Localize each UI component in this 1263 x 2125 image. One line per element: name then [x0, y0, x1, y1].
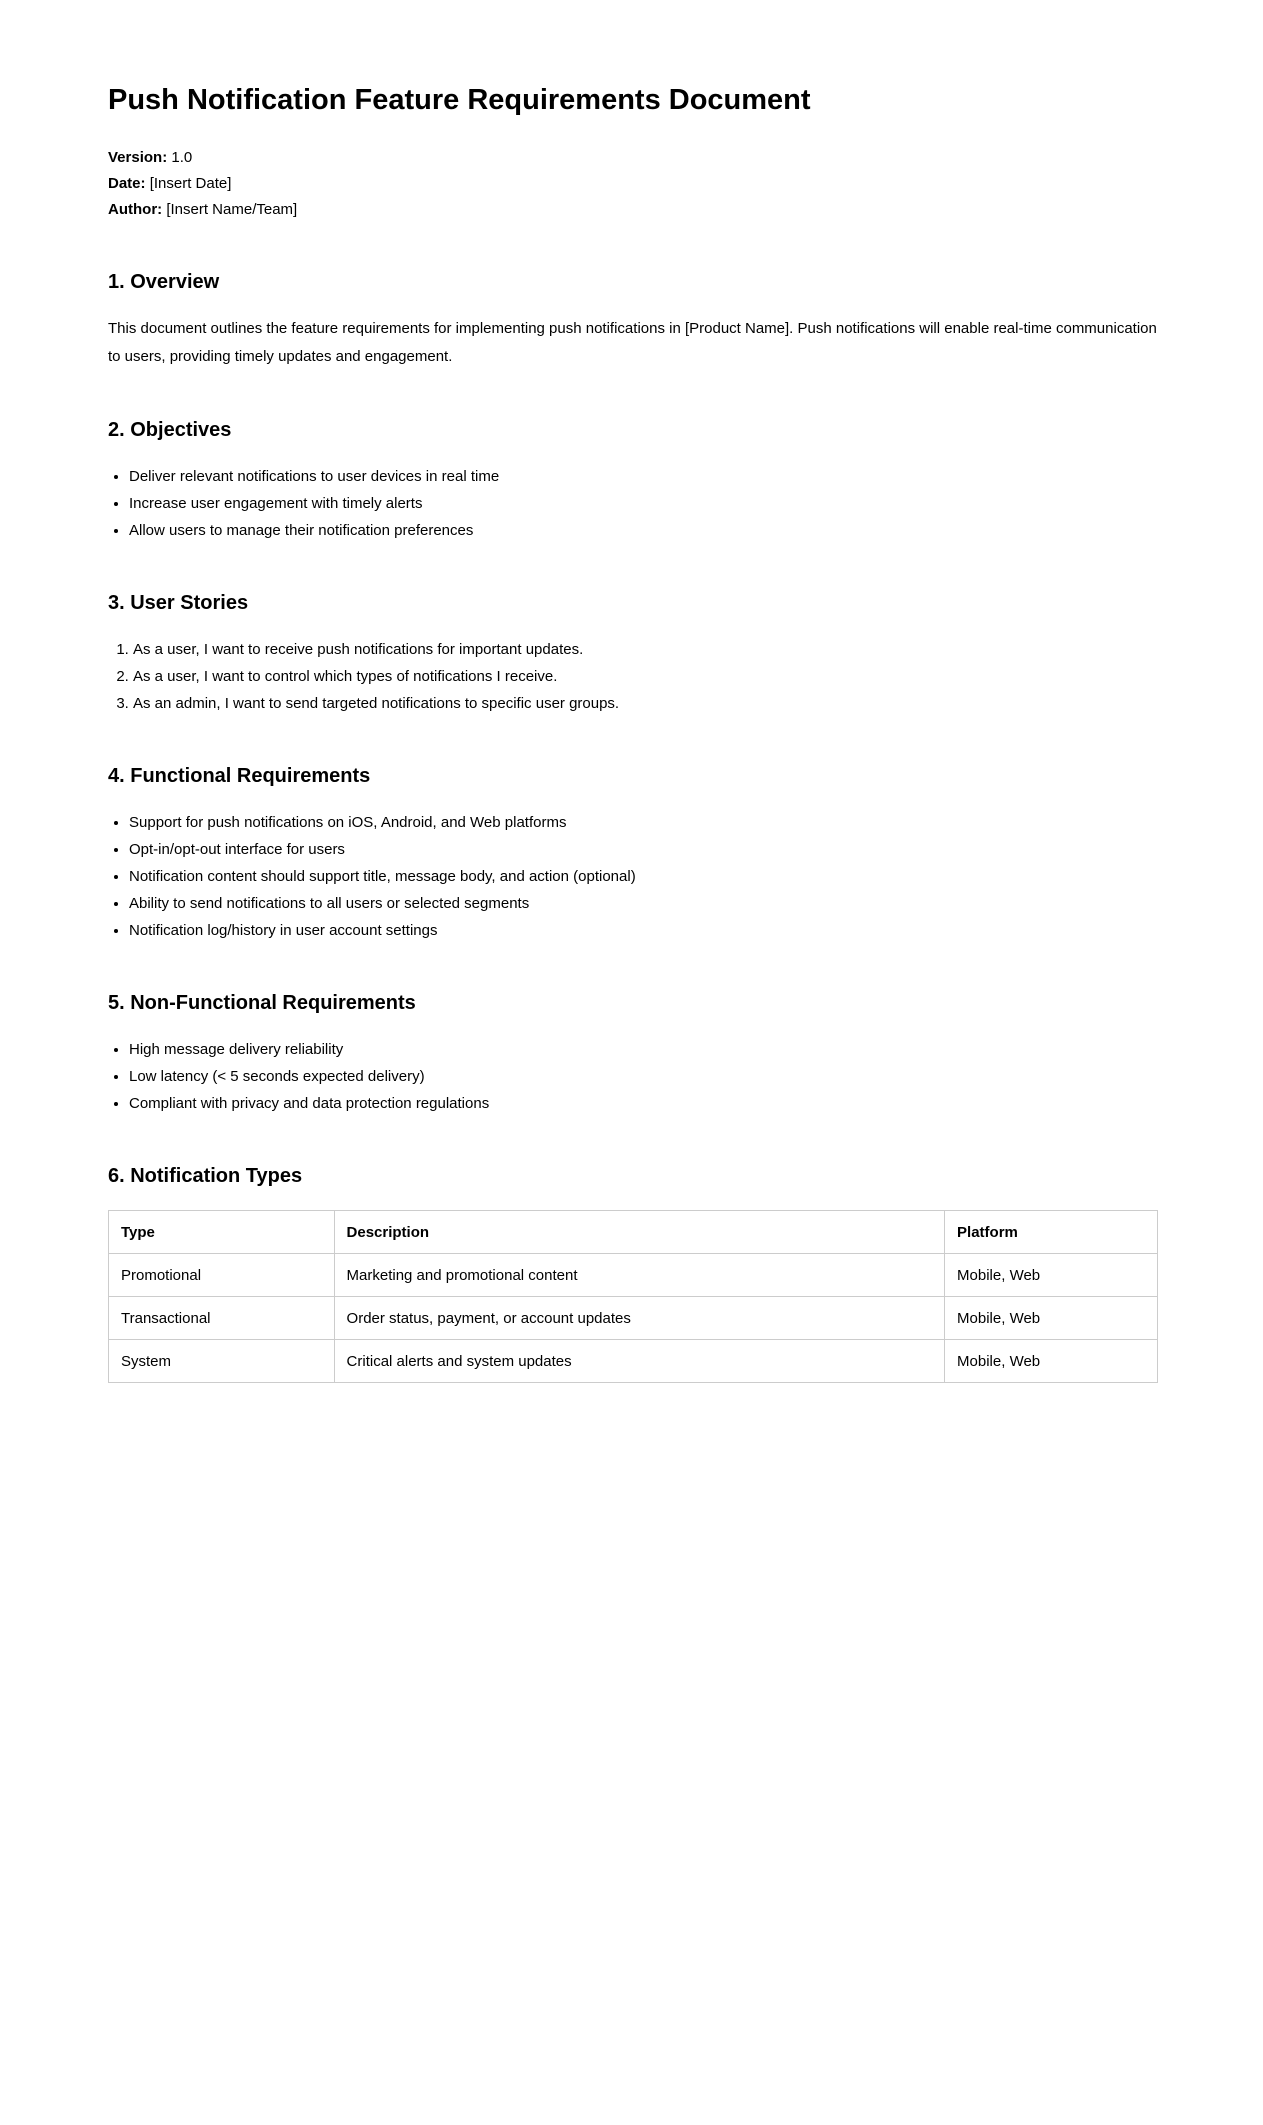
- notification-types-table: [108, 1210, 1158, 1383]
- user-stories-list: [108, 636, 1158, 717]
- meta-version: [108, 145, 1158, 171]
- list-item: 1. As a user, I want to receive push notifications for important updates.: [133, 636, 1158, 663]
- cell-type: Promotional: [109, 1254, 335, 1297]
- table-row: [109, 1254, 1158, 1297]
- section-notification-types-heading: 6. Notification Types: [108, 1165, 303, 1188]
- section-non-functional-requirements: [108, 991, 1158, 1117]
- section-objectives: [108, 418, 1158, 544]
- section-overview-heading: 1. Overview: [108, 271, 220, 294]
- cell-description: Marketing and promotional content: [334, 1254, 945, 1297]
- cell-platform: Mobile, Web: [945, 1297, 1158, 1340]
- list-item: • Increase user engagement with timely alerts: [129, 490, 1158, 517]
- objectives-list: [108, 463, 1158, 544]
- cell-type: Transactional: [109, 1297, 335, 1340]
- column-header-platform: Platform: [945, 1211, 1158, 1254]
- table-row: [109, 1340, 1158, 1383]
- table-header-row: [109, 1211, 1158, 1254]
- cell-description: Critical alerts and system updates: [334, 1340, 945, 1383]
- meta-date-value: [Insert Date]: [149, 175, 232, 193]
- column-header-description: Description: [334, 1211, 945, 1254]
- list-item: • Notification log/history in user account settings: [129, 917, 1158, 944]
- section-non-functional-requirements-heading: 5. Non-Functional Requirements: [108, 992, 416, 1015]
- document-meta: [108, 145, 1158, 223]
- meta-author: [108, 197, 1158, 223]
- overview-paragraph: This document outlines the feature requirements for implementing push notifications in [Product Name]. Push notifications will enable real-time communication to users, providing timely updates and engagement.: [108, 320, 1157, 366]
- non-functional-requirements-list: [108, 1036, 1158, 1117]
- meta-version-label: Version:: [108, 149, 168, 167]
- cell-platform: Mobile, Web: [945, 1340, 1158, 1383]
- list-item: • Notification content should support title, message body, and action (optional): [129, 863, 1158, 890]
- meta-author-value: [Insert Name/Team]: [166, 201, 298, 219]
- section-objectives-heading: 2. Objectives: [108, 419, 232, 442]
- cell-description: Order status, payment, or account updates: [334, 1297, 945, 1340]
- list-item: • Compliant with privacy and data protection regulations: [129, 1090, 1158, 1117]
- list-item: 3. As an admin, I want to send targeted notifications to specific user groups.: [133, 690, 1158, 717]
- list-item: • Low latency (< 5 seconds expected delivery): [129, 1063, 1158, 1090]
- section-notification-types: [108, 1164, 1158, 1383]
- page-title: Push Notification Feature Requirements Document: [108, 84, 811, 116]
- section-functional-requirements-heading: 4. Functional Requirements: [108, 765, 371, 788]
- list-item: • Support for push notifications on iOS, Android, and Web platforms: [129, 809, 1158, 836]
- list-item: • High message delivery reliability: [129, 1036, 1158, 1063]
- list-item: • Opt-in/opt-out interface for users: [129, 836, 1158, 863]
- table-row: [109, 1297, 1158, 1340]
- cell-type: System: [109, 1340, 335, 1383]
- meta-author-label: Author:: [108, 201, 163, 219]
- list-item: • Allow users to manage their notification preferences: [129, 517, 1158, 544]
- functional-requirements-list: [108, 809, 1158, 944]
- section-functional-requirements: [108, 764, 1158, 944]
- list-item: 2. As a user, I want to control which types of notifications I receive.: [133, 663, 1158, 690]
- cell-platform: Mobile, Web: [945, 1254, 1158, 1297]
- list-item: • Ability to send notifications to all users or selected segments: [129, 890, 1158, 917]
- meta-date: [108, 171, 1158, 197]
- meta-version-value: 1.0: [171, 149, 193, 167]
- column-header-type: Type: [109, 1211, 335, 1254]
- section-overview: [108, 270, 1158, 371]
- list-item: • Deliver relevant notifications to user devices in real time: [129, 463, 1158, 490]
- section-user-stories: [108, 591, 1158, 717]
- meta-date-label: Date:: [108, 175, 146, 193]
- section-user-stories-heading: 3. User Stories: [108, 592, 249, 615]
